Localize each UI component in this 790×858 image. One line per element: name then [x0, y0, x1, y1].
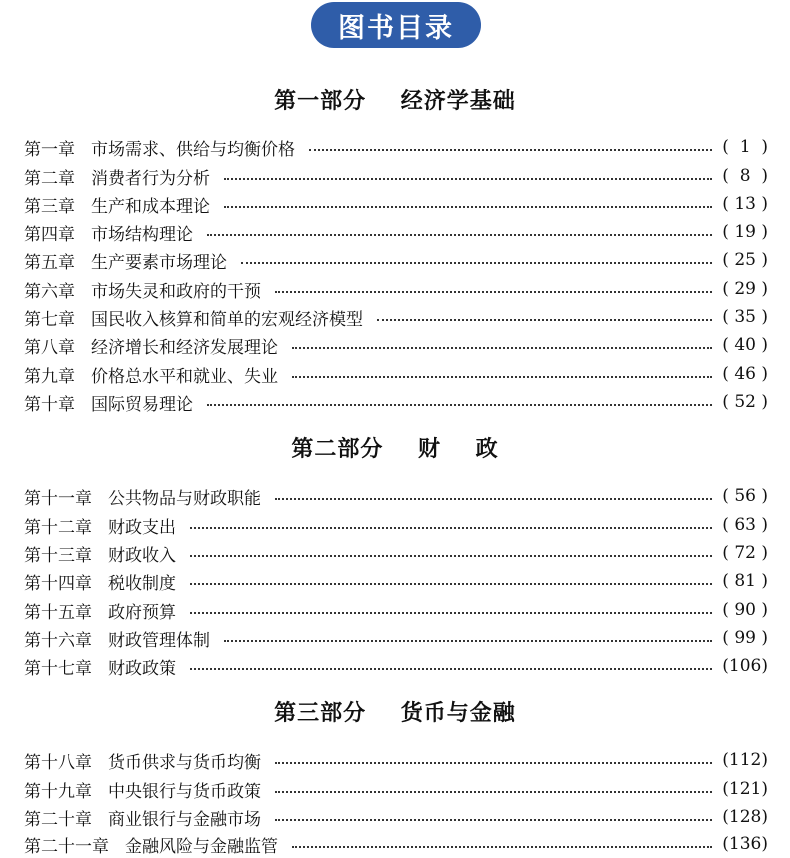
dot-leader — [207, 404, 712, 406]
dot-leader — [275, 762, 712, 764]
dot-leader — [275, 791, 712, 793]
page-number: ( 56 ) — [722, 486, 768, 506]
page-number: ( 8 ) — [722, 166, 768, 186]
dot-leader — [190, 555, 712, 557]
dot-leader — [190, 583, 712, 585]
chapter-title: 生产要素市场理论 — [91, 252, 227, 273]
page-number: ( 99 ) — [722, 628, 768, 648]
page-number: ( 35 ) — [722, 307, 768, 327]
chapter-number: 第五章 — [24, 252, 75, 273]
chapter-number: 第十六章 — [24, 630, 92, 651]
toc-row[interactable] — [24, 331, 768, 359]
page-number: ( 90 ) — [722, 600, 768, 620]
chapter-title: 市场失灵和政府的干预 — [91, 281, 261, 302]
page-number: (136) — [722, 834, 768, 854]
chapter-number: 第十九章 — [24, 781, 92, 802]
page-number: ( 25 ) — [722, 250, 768, 270]
toc-row[interactable] — [24, 746, 768, 774]
chapter-title: 市场需求、供给与均衡价格 — [91, 139, 295, 160]
chapter-title: 金融风险与金融监管 — [125, 836, 278, 857]
toc-row[interactable] — [24, 133, 768, 161]
chapter-title: 财政收入 — [108, 545, 176, 566]
chapter-title: 公共物品与财政职能 — [108, 488, 261, 509]
chapter-title: 国民收入核算和简单的宏观经济模型 — [91, 309, 363, 330]
chapter-title: 税收制度 — [108, 573, 176, 594]
catalog-title: 图书目录 — [338, 12, 454, 44]
toc-row[interactable] — [24, 830, 768, 858]
dot-leader — [292, 846, 712, 848]
toc-row[interactable] — [24, 246, 768, 274]
chapter-number: 第一章 — [24, 139, 75, 160]
toc-row[interactable] — [24, 482, 768, 510]
toc-row[interactable] — [24, 190, 768, 218]
chapter-title: 经济增长和经济发展理论 — [91, 337, 278, 358]
chapter-title: 国际贸易理论 — [91, 394, 193, 415]
page-number: ( 13 ) — [722, 194, 768, 214]
chapter-number: 第二十一章 — [24, 836, 109, 857]
chapter-number: 第九章 — [24, 366, 75, 387]
chapter-number: 第十章 — [24, 394, 75, 415]
dot-leader — [224, 206, 712, 208]
dot-leader — [309, 149, 712, 151]
chapter-title: 财政政策 — [108, 658, 176, 679]
page-number: ( 19 ) — [722, 222, 768, 242]
chapter-title: 市场结构理论 — [91, 224, 193, 245]
page-number: ( 1 ) — [722, 137, 768, 157]
part-title-2: 第二部分 财 政 — [291, 437, 499, 462]
toc-row[interactable] — [24, 539, 768, 567]
chapter-number: 第十一章 — [24, 488, 92, 509]
page-number: ( 40 ) — [722, 335, 768, 355]
page-number: ( 29 ) — [722, 279, 768, 299]
dot-leader — [241, 262, 712, 264]
toc-row[interactable] — [24, 775, 768, 803]
part-title-3: 第三部分 货币与金融 — [274, 701, 516, 726]
toc-row[interactable] — [24, 303, 768, 331]
chapter-number: 第十七章 — [24, 658, 92, 679]
chapter-title: 生产和成本理论 — [91, 196, 210, 217]
dot-leader — [275, 819, 712, 821]
chapter-number: 第十二章 — [24, 517, 92, 538]
chapter-title: 商业银行与金融市场 — [108, 809, 261, 830]
dot-leader — [207, 234, 712, 236]
part-title-1: 第一部分 经济学基础 — [274, 89, 516, 114]
chapter-number: 第八章 — [24, 337, 75, 358]
chapter-title: 财政支出 — [108, 517, 176, 538]
dot-leader — [292, 347, 712, 349]
page-number: (106) — [722, 656, 768, 676]
chapter-number: 第十三章 — [24, 545, 92, 566]
chapter-number: 第二章 — [24, 168, 75, 189]
page-number: (121) — [722, 779, 768, 799]
chapter-title: 中央银行与货币政策 — [108, 781, 261, 802]
chapter-number: 第十八章 — [24, 752, 92, 773]
dot-leader — [292, 376, 712, 378]
chapter-title: 财政管理体制 — [108, 630, 210, 651]
toc-row[interactable] — [24, 388, 768, 416]
toc-row[interactable] — [24, 218, 768, 246]
dot-leader — [224, 640, 712, 642]
page-number: (112) — [722, 750, 768, 770]
toc-row[interactable] — [24, 511, 768, 539]
page-number: ( 46 ) — [722, 364, 768, 384]
chapter-number: 第四章 — [24, 224, 75, 245]
dot-leader — [224, 178, 712, 180]
page-number: ( 72 ) — [722, 543, 768, 563]
toc-row[interactable] — [24, 803, 768, 831]
chapter-number: 第六章 — [24, 281, 75, 302]
chapter-title: 消费者行为分析 — [91, 168, 210, 189]
chapter-number: 第三章 — [24, 196, 75, 217]
dot-leader — [190, 612, 712, 614]
chapter-title: 货币供求与货币均衡 — [108, 752, 261, 773]
toc-row[interactable] — [24, 162, 768, 190]
dot-leader — [275, 291, 712, 293]
toc-row[interactable] — [24, 275, 768, 303]
dot-leader — [190, 668, 712, 670]
toc-row[interactable] — [24, 567, 768, 595]
chapter-title: 价格总水平和就业、失业 — [91, 366, 278, 387]
chapter-number: 第七章 — [24, 309, 75, 330]
chapter-number: 第十四章 — [24, 573, 92, 594]
toc-row[interactable] — [24, 596, 768, 624]
catalog-banner — [311, 2, 481, 48]
page-number: (128) — [722, 807, 768, 827]
toc-row[interactable] — [24, 624, 768, 652]
toc-row[interactable] — [24, 652, 768, 680]
page-number: ( 63 ) — [722, 515, 768, 535]
dot-leader — [377, 319, 712, 321]
chapter-number: 第十五章 — [24, 602, 92, 623]
page-number: ( 81 ) — [722, 571, 768, 591]
dot-leader — [190, 527, 712, 529]
page-number: ( 52 ) — [722, 392, 768, 412]
chapter-title: 政府预算 — [108, 602, 176, 623]
dot-leader — [275, 498, 712, 500]
chapter-number: 第二十章 — [24, 809, 92, 830]
toc-row[interactable] — [24, 360, 768, 388]
